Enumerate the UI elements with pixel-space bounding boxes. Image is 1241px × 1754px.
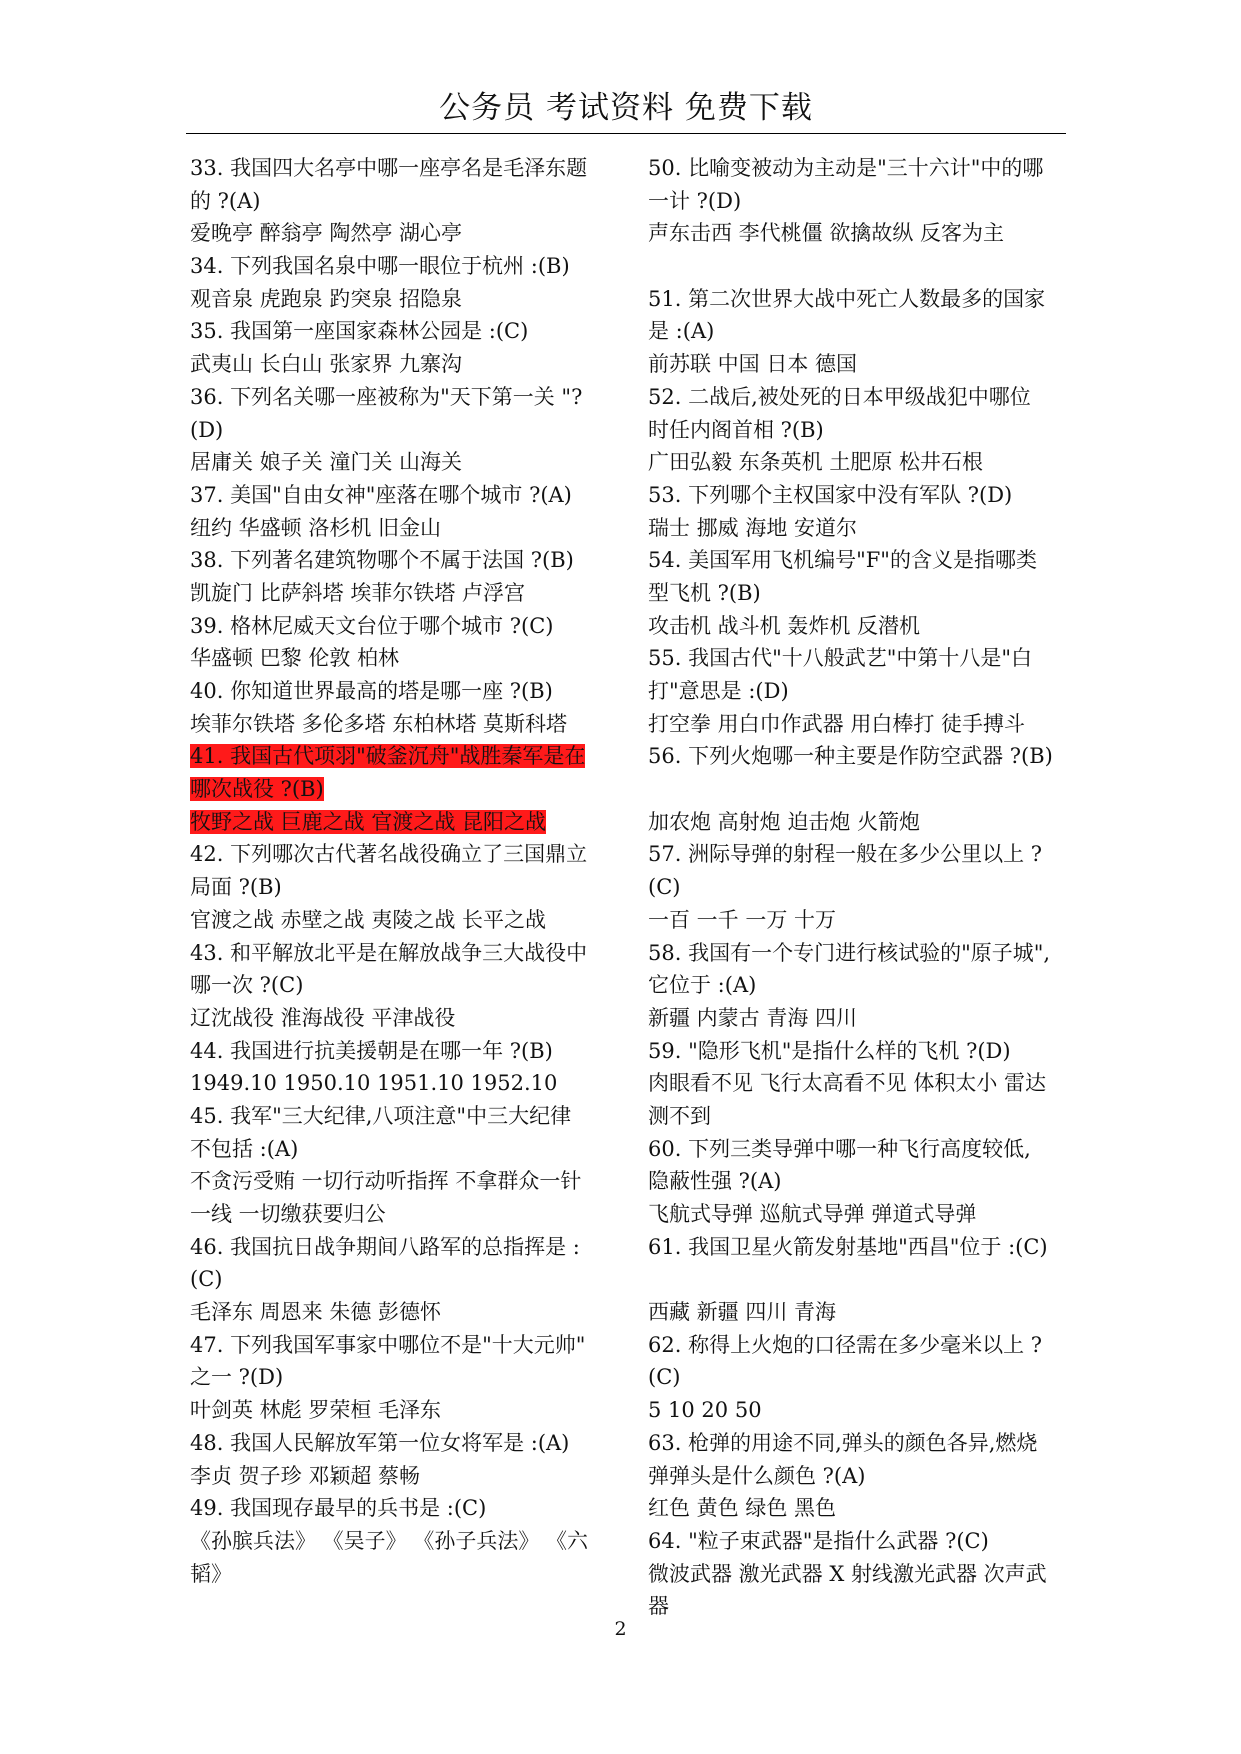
text-line: 64. "粒子束武器"是指什么武器 ?(C) — [648, 1528, 989, 1553]
text-line: 1949.10 1950.10 1951.10 1952.10 — [190, 1071, 558, 1096]
text-line: 瑞士 挪威 海地 安道尔 — [648, 515, 858, 540]
text-line: 的 ?(A) — [190, 188, 261, 213]
text-line: 39. 格林尼威天文台位于哪个城市 ?(C) — [190, 613, 554, 638]
text-line: 44. 我国进行抗美援朝是在哪一年 ?(B) — [190, 1038, 553, 1063]
left-column — [190, 152, 617, 1590]
page-number: 2 — [614, 1618, 627, 1640]
header-rule — [186, 133, 1066, 134]
text-line: (D) — [190, 417, 224, 442]
text-line: 36. 下列名关哪一座被称为"天下第一关 "? — [190, 384, 583, 409]
text-line: 型飞机 ?(B) — [648, 580, 761, 605]
text-line: 哪一次 ?(C) — [190, 973, 304, 998]
text-line: 43. 和平解放北平是在解放战争三大战役中 — [190, 940, 588, 965]
text-line: 官渡之战 赤壁之战 夷陵之战 长平之战 — [190, 907, 547, 932]
text-line: 不贪污受贿 一切行动听指挥 不拿群众一针 — [190, 1169, 582, 1194]
text-line: 辽沈战役 淮海战役 平津战役 — [190, 1005, 456, 1030]
highlighted-text: 牧野之战 巨鹿之战 官渡之战 昆阳之战 — [190, 809, 547, 834]
text-line: 新疆 内蒙古 青海 四川 — [648, 1005, 858, 1030]
text-line: 微波武器 激光武器 X 射线激光武器 次声武 — [648, 1561, 1047, 1586]
text-line: 是 :(A) — [648, 319, 715, 344]
blank-line — [648, 1263, 1078, 1296]
text-line: 一计 ?(D) — [648, 188, 742, 213]
text-line: 它位于 :(A) — [648, 973, 757, 998]
text-line: 48. 我国人民解放军第一位女将军是 :(A) — [190, 1430, 570, 1455]
text-line: 54. 美国军用飞机编号"F"的含义是指哪类 — [648, 548, 1037, 573]
text-line: (C) — [648, 875, 681, 900]
text-line: 李贞 贺子珍 邓颖超 蔡畅 — [190, 1463, 421, 1488]
text-line: 53. 下列哪个主权国家中没有军队 ?(D) — [648, 482, 1013, 507]
text-line: 爱晚亭 醉翁亭 陶然亭 湖心亭 — [190, 221, 463, 246]
text-line: 之一 ?(D) — [190, 1365, 284, 1390]
text-line: 华盛顿 巴黎 伦敦 柏林 — [190, 646, 400, 671]
text-line: 居庸关 娘子关 潼门关 山海关 — [190, 450, 463, 475]
text-line: 飞航式导弹 巡航式导弹 弹道式导弹 — [648, 1202, 977, 1226]
text-line: 隐蔽性强 ?(A) — [648, 1169, 782, 1194]
text-line: 56. 下列火炮哪一种主要是作防空武器 ?(B) — [648, 744, 1053, 769]
text-line: (C) — [190, 1267, 223, 1292]
text-line: 60. 下列三类导弹中哪一种飞行高度较低, — [648, 1136, 1031, 1161]
text-line: 49. 我国现存最早的兵书是 :(C) — [190, 1496, 487, 1521]
text-line: 埃菲尔铁塔 多伦多塔 东柏林塔 莫斯科塔 — [190, 711, 568, 736]
text-line: 35. 我国第一座国家森林公园是 :(C) — [190, 319, 529, 344]
text-line: 59. "隐形飞机"是指什么样的飞机 ?(D) — [648, 1038, 1011, 1063]
text-line: 毛泽东 周恩来 朱德 彭德怀 — [190, 1300, 442, 1325]
right-column — [648, 152, 1078, 1623]
text-line: 45. 我军"三大纪律,八项注意"中三大纪律 — [190, 1103, 572, 1128]
page-header-title: 公务员 考试资料 免费下载 — [439, 90, 813, 126]
text-line: 57. 洲际导弹的射程一般在多少公里以上 ? — [648, 842, 1043, 867]
text-line: 5 10 20 50 — [648, 1398, 762, 1423]
text-line: 《孙膑兵法》 《吴子》 《孙子兵法》 《六 — [190, 1528, 589, 1553]
text-line: 凯旋门 比萨斜塔 埃菲尔铁塔 卢浮宫 — [190, 580, 526, 605]
text-line: 攻击机 战斗机 轰炸机 反潜机 — [648, 613, 921, 638]
text-line: 不包括 :(A) — [190, 1136, 299, 1161]
text-line: 韬》 — [190, 1561, 232, 1586]
text-line: 47. 下列我国军事家中哪位不是"十大元帅" — [190, 1332, 586, 1357]
text-line: 63. 枪弹的用途不同,弹头的颜色各异,燃烧 — [648, 1430, 1038, 1455]
text-line: 62. 称得上火炮的口径需在多少毫米以上 ? — [648, 1332, 1043, 1357]
text-line: 打空拳 用白巾作武器 用白棒打 徒手搏斗 — [648, 711, 1026, 736]
text-line: 前苏联 中国 日本 德国 — [648, 352, 858, 377]
highlighted-line — [190, 806, 617, 839]
blank-line — [648, 773, 1078, 806]
text-line: 打"意思是 :(D) — [648, 679, 789, 703]
blank-line — [648, 250, 1078, 283]
text-line: 肉眼看不见 飞行太高看不见 体积太小 雷达 — [648, 1071, 1047, 1096]
text-line: 51. 第二次世界大战中死亡人数最多的国家 — [648, 286, 1046, 311]
text-line: 一线 一切缴获要归公 — [190, 1202, 386, 1226]
highlighted-line — [190, 773, 617, 806]
text-line: 33. 我国四大名亭中哪一座亭名是毛泽东题 — [190, 156, 588, 180]
text-line: 武夷山 长白山 张家界 九寨沟 — [190, 352, 463, 377]
text-line: 西藏 新疆 四川 青海 — [648, 1300, 837, 1325]
text-line: 46. 我国抗日战争期间八路军的总指挥是 : — [190, 1234, 580, 1259]
text-line: 34. 下列我国名泉中哪一眼位于杭州 :(B) — [190, 254, 570, 279]
text-line: 42. 下列哪次古代著名战役确立了三国鼎立 — [190, 842, 588, 867]
text-line: 52. 二战后,被处死的日本甲级战犯中哪位 — [648, 384, 1031, 409]
text-line: (C) — [648, 1365, 681, 1390]
text-line: 器 — [648, 1594, 669, 1619]
text-line: 红色 黄色 绿色 黑色 — [648, 1496, 837, 1521]
text-line: 50. 比喻变被动为主动是"三十六计"中的哪 — [648, 156, 1044, 180]
text-line: 测不到 — [648, 1103, 711, 1128]
text-line: 声东击西 李代桃僵 欲擒故纵 反客为主 — [648, 221, 1005, 246]
text-line: 40. 你知道世界最高的塔是哪一座 ?(B) — [190, 679, 553, 703]
text-line: 37. 美国"自由女神"座落在哪个城市 ?(A) — [190, 482, 572, 507]
text-line: 55. 我国古代"十八般武艺"中第十八是"白 — [648, 646, 1033, 671]
highlighted-text: 哪次战役 ?(B) — [190, 777, 324, 802]
text-line: 38. 下列著名建筑物哪个不属于法国 ?(B) — [190, 548, 574, 573]
text-line: 广田弘毅 东条英机 土肥原 松井石根 — [648, 450, 984, 475]
highlighted-line — [190, 740, 617, 773]
highlighted-text: 41. 我国古代项羽"破釜沉舟"战胜秦军是在 — [190, 744, 586, 769]
text-line: 局面 ?(B) — [190, 875, 282, 900]
text-line: 叶剑英 林彪 罗荣桓 毛泽东 — [190, 1398, 442, 1423]
text-line: 纽约 华盛顿 洛杉机 旧金山 — [190, 515, 442, 540]
text-line: 加农炮 高射炮 迫击炮 火箭炮 — [648, 809, 921, 834]
text-line: 弹弹头是什么颜色 ?(A) — [648, 1463, 866, 1488]
text-line: 58. 我国有一个专门进行核试验的"原子城", — [648, 940, 1051, 965]
text-line: 观音泉 虎跑泉 趵突泉 招隐泉 — [190, 286, 463, 311]
text-line: 时任内阁首相 ?(B) — [648, 417, 824, 442]
text-line: 61. 我国卫星火箭发射基地"西昌"位于 :(C) — [648, 1234, 1048, 1259]
text-line: 一百 一千 一万 十万 — [648, 907, 837, 932]
